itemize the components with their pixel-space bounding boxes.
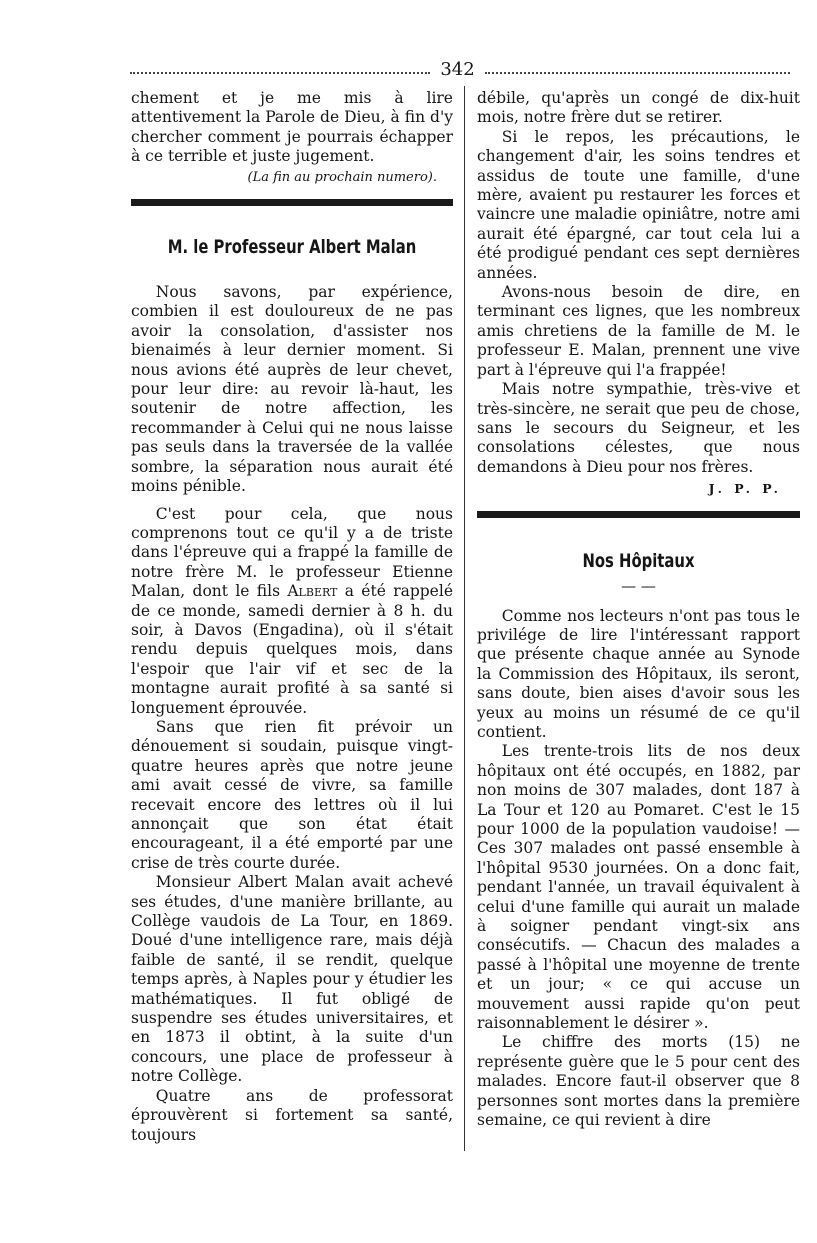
article-title: M. le Professeur Albert Malan: [167, 236, 417, 259]
title-dash: — —: [621, 576, 656, 595]
paragraph: Mais notre sympathie, très-vive et très-sincère, ne serait que peu de chose, sans le secours du Seigneur, et les consolations célestes, que nous demandons à Dieu pour nos frères.: [477, 380, 800, 476]
paragraph: Si le repos, les précautions, le changement d'air, les soins tendres et assidus de toute une famille, d'une mère, avaient pu restaurer les forces et vaincre une maladie opiniâtre, notre ami aurait été épargné, car tout cela lui a été prodigué pendant ces sept dernières années.: [477, 127, 800, 282]
article-title: Nos Hôpitaux: [582, 549, 695, 572]
right-column: [477, 89, 800, 1131]
paragraph: Le chiffre des morts (15) ne représente guère que le 5 pour cent des malades. Encore faut-il observer que 8 personnes sont mortes dans la première semaine, ce qui revient à dire: [477, 1033, 800, 1130]
section-separator: [131, 199, 453, 206]
paragraph: Quatre ans de professorat éprouvèrent si fortement sa santé, toujours: [131, 1086, 453, 1144]
author-signature: J. P. P.: [708, 481, 782, 497]
header-rule-right: [485, 72, 790, 74]
section-separator: [477, 511, 800, 518]
column-divider: [464, 86, 465, 1151]
paragraph-text: a été rappelé de ce monde, samedi dernier à 8 h. du soir, à Davos (Engadina), où il s'était rendu depuis quelques mois, dans l'espoir que l'air vif et sec de la montagne aurait profité à sa santé si longuement éprouvée.: [131, 582, 453, 717]
paragraph: Monsieur Albert Malan avait achevé ses études, d'une manière brillante, au Collège vaudois de La Tour, en 1869. Doué d'une intelligence rare, mais déjà faible de santé, il se rendit, quelque temps après, à Naples pour y étudier les mathématiques. Il fut obligé de suspendre ses études universitaires, et en 1873 il obtint, à la suite d'un concours, une place de professeur à notre Collège.: [131, 873, 453, 1086]
paragraph: [131, 505, 453, 718]
person-name: Albert: [287, 582, 338, 601]
page-number: 342: [440, 59, 475, 80]
continuation-text: débile, qu'après un congé de dix-huit mois, notre frère dut se retirer.: [477, 89, 800, 127]
paragraph-text: C'est pour cela, que nous comprenons tout ce qu'il y a de triste dans l'épreuve qui a frappé la famille de notre frère M. le professeur Etienne Malan, dont le fils: [131, 504, 453, 601]
continuation-text: chement et je me mis à lire attentivement la Parole de Dieu, à fin d'y chercher comment je pourrais échapper à ce terrible et juste jugement.: [131, 89, 453, 166]
page-header: [130, 58, 790, 84]
paragraph: Sans que rien fit prévoir un dénouement si soudain, puisque vingt-quatre heures après que notre jeune ami avait cessé de vivre, sa famille recevait encore des lettres où il lui annonçait que son état était encourageant, il a été emporté par une crise de très courte durée.: [131, 717, 453, 872]
header-rule-left: [130, 72, 430, 74]
paragraph: Avons-nous besoin de dire, en terminant ces lignes, que les nombreux amis chretiens de la famille de M. le professeur E. Malan, prennent une vive part à l'épreuve qui l'a frappée!: [477, 283, 800, 379]
signoff: (La fin au prochain numero).: [247, 169, 437, 185]
left-column: [131, 89, 453, 1145]
paragraph: Les trente-trois lits de nos deux hôpitaux ont été occupés, en 1882, par non moins de 307 malades, dont 187 à La Tour et 120 au Pomaret. C'est le 15 pour 1000 de la population vaudoise! — Ces 307 malades ont passé ensemble à l'hôpital 9530 journées. On a donc fait, pendant l'année, un travail équivalent à celui d'une famille qui aurait un malade à soigner pendant vingt-six ans consécutifs. — Chacun des malades a passé à l'hôpital une moyenne de trente et un jour; « ce qui accuse un mouvement aussi rapide qu'on peut raisonnablement le désirer ».: [477, 742, 800, 1033]
paragraph: Nous savons, par expérience, combien il est douloureux de ne pas avoir la consolation, d'assister nos bienaimés à leur dernier moment. Si nous avions été auprès de leur chevet, pour leur dire: au revoir là-haut, les soutenir de notre affection, les recommander à Celui qui ne nous laisse pas seuls dans la traversée de la vallée sombre, la séparation nous aurait été moins pénible.: [131, 283, 453, 496]
paragraph: Comme nos lecteurs n'ont pas tous le privilége de lire l'intéressant rapport que présente chaque année au Synode la Commission des Hôpitaux, ils seront, sans doute, bien aises d'avoir sous les yeux au moins un résumé de ce qu'il contient.: [477, 606, 800, 741]
